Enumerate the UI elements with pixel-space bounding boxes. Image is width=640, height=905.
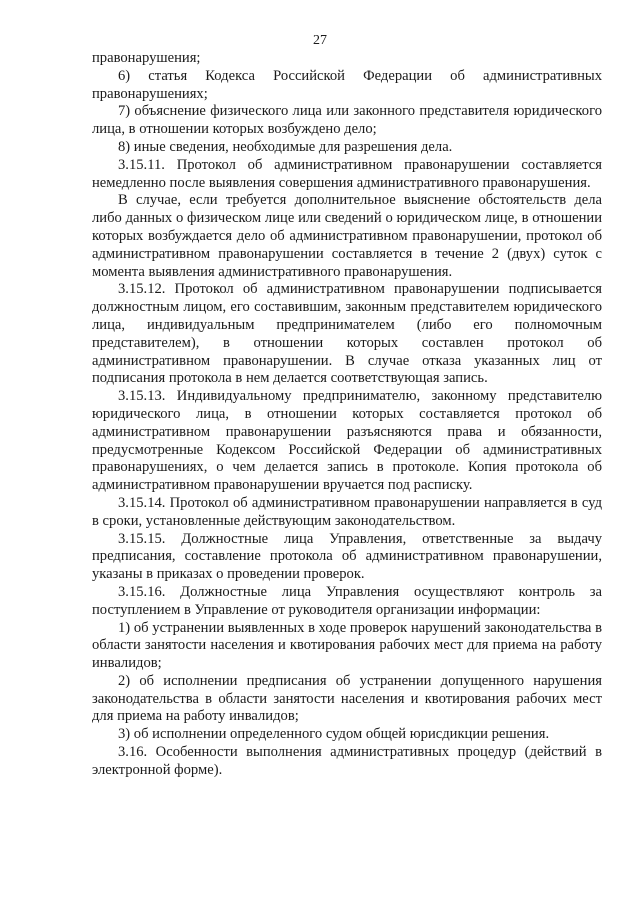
paragraph-10: 3.15.16. Должностные лица Управления осуществляют контроль за поступлением в Управление от руководителя организации информации:	[92, 583, 602, 618]
paragraph-6: 3.15.12. Протокол об административном правонарушении подписывается должностным лицом, его составившим, законным представителем юридического лица, индивидуальным предпринимателем (либо его полномочным представителем), в отношении которых составлен протокол об административном правонарушении. В случае отказа указанных лиц от подписания протокола в нем делается соответствующая запись.	[92, 281, 602, 387]
paragraph-13: 3) об исполнении определенного судом общей юрисдикции решения.	[118, 726, 550, 743]
paragraph-3: 8) иные сведения, необходимые для разрешения дела.	[118, 138, 453, 155]
paragraph-8: 3.15.14. Протокол об административном правонарушении направляется в суд в сроки, установленные действующим законодательством.	[92, 494, 602, 529]
paragraph-1: 6) статья Кодекса Российской Федерации об административных правонарушениях;	[92, 67, 602, 102]
paragraph-5: В случае, если требуется дополнительное выяснение обстоятельств дела либо данных о физическом лице или сведений о юридическом лице, в отношении которых возбуждается дело об административном правонарушении, протокол об административном правонарушении составляется в течение 2 (двух) суток с момента выявления административного правонарушения.	[92, 192, 602, 280]
paragraph-7: 3.15.13. Индивидуальному предпринимателю, законному представителю юридического лица, в отношении которых составляется протокол об административном правонарушении разъясняются права и обязанности, предусмотренные Кодексом Российской Федерации об административных правонарушениях, о чем делается запись в протоколе. Копия протокола об административном правонарушении вручается под расписку.	[92, 388, 602, 494]
paragraph-0: правонарушения;	[92, 50, 201, 66]
document-body	[92, 50, 602, 780]
paragraph-11: 1) об устранении выявленных в ходе проверок нарушений законодательства в области занятости населения и квотирования рабочих мест для приема на работу инвалидов;	[92, 619, 602, 672]
paragraph-2: 7) объяснение физического лица или законного представителя юридического лица, в отношении которых возбуждено дело;	[92, 103, 602, 138]
paragraph-9: 3.15.15. Должностные лица Управления, ответственные за выдачу предписания, составление протокола об административном правонарушении, указаны в приказах о проведении проверок.	[92, 530, 602, 583]
page-number: 27	[313, 33, 327, 48]
paragraph-12: 2) об исполнении предписания об устранении допущенного нарушения законодательства в области занятости населения и квотирования рабочих мест для приема на работу инвалидов;	[92, 672, 602, 725]
paragraph-4: 3.15.11. Протокол об административном правонарушении составляется немедленно после выявления совершения административного правонарушения.	[92, 156, 602, 191]
paragraph-14: 3.16. Особенности выполнения административных процедур (действий в электронной форме).	[92, 744, 602, 778]
